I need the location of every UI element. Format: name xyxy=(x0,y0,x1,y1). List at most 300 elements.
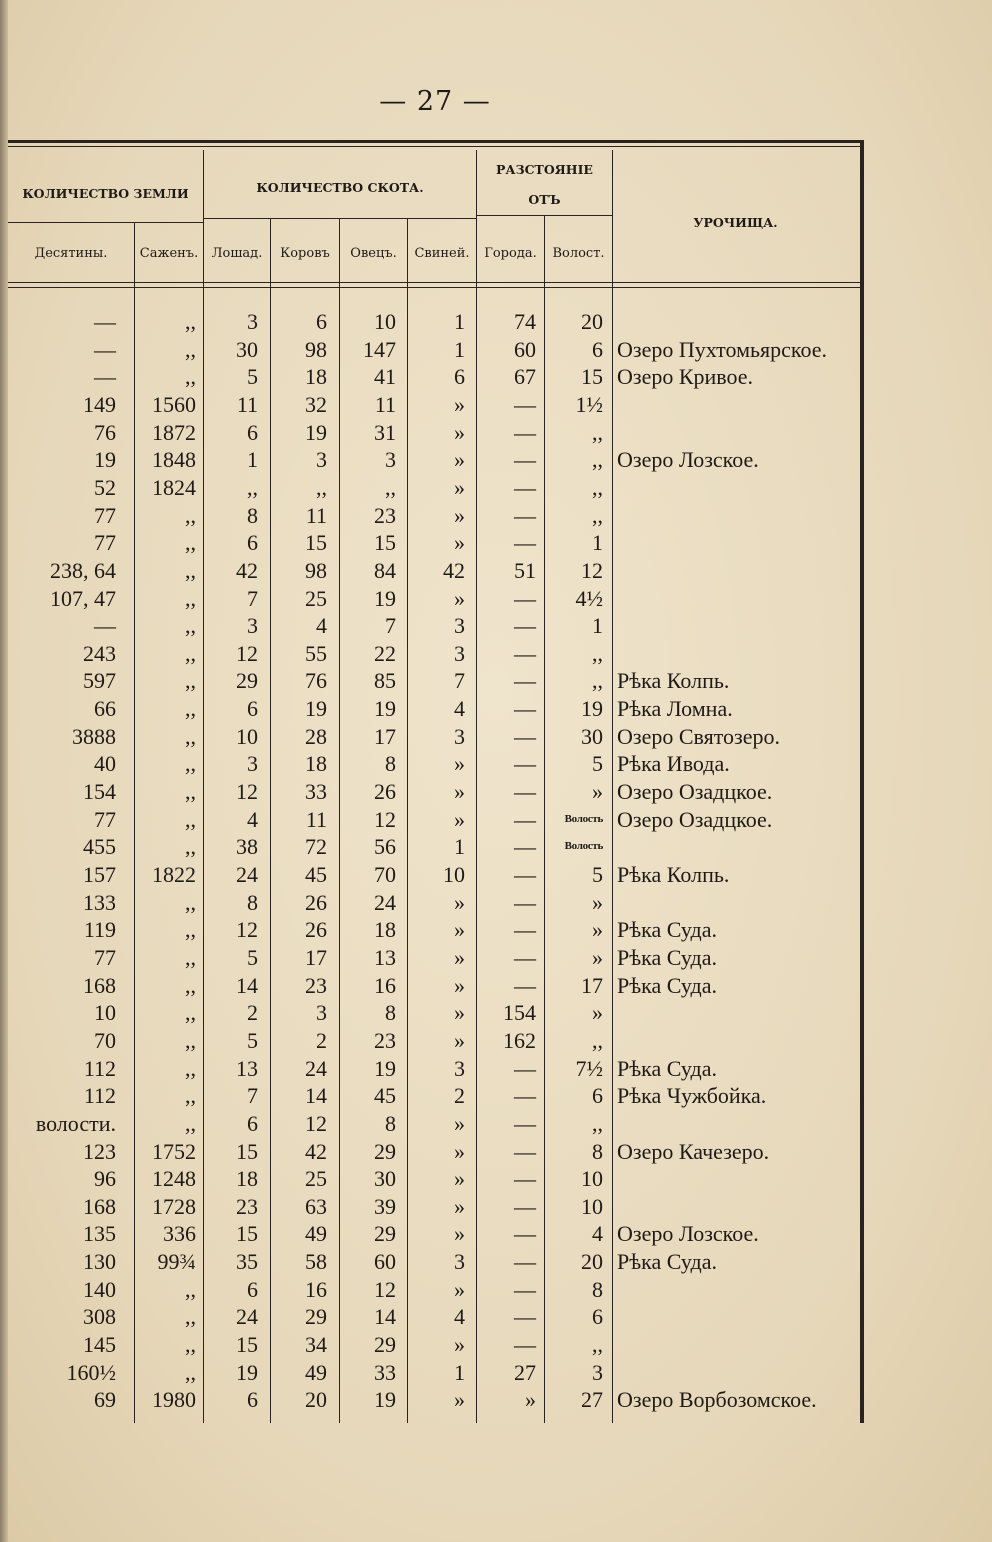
cell-pigs: 10 xyxy=(443,862,465,887)
top-rule-thick xyxy=(8,140,864,143)
cell-town: 162 xyxy=(503,1027,536,1053)
cell-volost: 8 xyxy=(592,1138,603,1164)
table-row xyxy=(8,1331,864,1359)
cell-sheep: 7 xyxy=(385,613,396,639)
cell-horses: 14 xyxy=(236,972,258,998)
cell-cows: 32 xyxy=(305,391,327,417)
cell-sazhen: ,, xyxy=(185,1332,196,1358)
page-number: — 27 — xyxy=(379,86,491,117)
cell-pigs: » xyxy=(454,474,465,500)
cell-desyatiny: 77 xyxy=(94,530,116,556)
cell-place xyxy=(617,1359,867,1387)
cell-pigs: » xyxy=(454,944,465,970)
cell-cows: 19 xyxy=(305,419,327,445)
cell-cows: 2 xyxy=(316,1027,327,1053)
cell-sheep: 3 xyxy=(385,447,396,473)
cell-horses: 10 xyxy=(236,723,258,749)
cell-town: — xyxy=(514,585,536,611)
cell-sheep: 26 xyxy=(374,779,396,805)
cell-sheep: 10 xyxy=(374,309,396,334)
cell-sazhen: ,, xyxy=(185,944,196,970)
cell-place: Озеро Озадцкое. xyxy=(617,779,773,805)
cell-sazhen: ,, xyxy=(185,668,196,694)
cell-horses: 12 xyxy=(236,779,258,805)
cell-town: — xyxy=(514,1083,536,1109)
cell-cows: 16 xyxy=(305,1276,327,1302)
table-row xyxy=(8,972,864,1000)
cell-town: — xyxy=(514,640,536,666)
cell-sazhen: 336 xyxy=(163,1221,196,1247)
cell-sheep: 60 xyxy=(374,1249,396,1275)
cell-cows: 98 xyxy=(305,336,327,362)
cell-cows: 25 xyxy=(305,585,327,611)
cell-place xyxy=(617,391,867,419)
cell-pigs: 6 xyxy=(454,364,465,390)
table-row xyxy=(8,474,864,502)
cell-sheep: 23 xyxy=(374,502,396,528)
cell-volost: 5 xyxy=(592,862,603,887)
cell-horses: 4 xyxy=(247,806,258,832)
cell-sazhen: ,, xyxy=(185,917,196,943)
cell-horses: 5 xyxy=(247,364,258,390)
table-row xyxy=(8,944,864,972)
cell-sheep: 29 xyxy=(374,1221,396,1247)
cell-cows: 28 xyxy=(305,723,327,749)
cell-horses: 6 xyxy=(247,419,258,445)
cell-pigs: » xyxy=(454,972,465,998)
cell-pigs: » xyxy=(454,1221,465,1247)
table-row xyxy=(8,446,864,474)
cell-place: Рѣка Суда. xyxy=(617,1249,717,1275)
table-row xyxy=(8,391,864,419)
cell-volost: 17 xyxy=(581,972,603,998)
cell-pigs: 4 xyxy=(454,1304,465,1330)
cell-pigs: » xyxy=(454,1193,465,1219)
cell-place xyxy=(617,640,867,668)
cell-cows: 4 xyxy=(316,613,327,639)
table-row xyxy=(8,1193,864,1221)
cell-desyatiny: 238, 64 xyxy=(50,557,116,583)
cell-town: — xyxy=(514,696,536,722)
cell-cows: 3 xyxy=(316,1000,327,1026)
cell-pigs: 3 xyxy=(454,613,465,639)
cell-pigs: 7 xyxy=(454,668,465,694)
top-rule-thin xyxy=(8,146,864,147)
cell-desyatiny: 154 xyxy=(83,779,116,805)
cell-cows: 55 xyxy=(305,640,327,666)
cell-place xyxy=(617,612,867,640)
cell-sazhen: 1560 xyxy=(152,391,196,417)
cell-sheep: 17 xyxy=(374,723,396,749)
cell-pigs: » xyxy=(454,1027,465,1053)
cell-sazhen: ,, xyxy=(185,557,196,583)
cell-place xyxy=(617,502,867,530)
cell-place: Озеро Лозское. xyxy=(617,1221,759,1247)
cell-horses: 19 xyxy=(236,1359,258,1385)
cell-place xyxy=(617,529,867,557)
cell-town: — xyxy=(514,613,536,639)
cell-volost: 6 xyxy=(592,1083,603,1109)
cell-town: — xyxy=(514,1193,536,1219)
cell-sazhen: ,, xyxy=(185,585,196,611)
cell-volost: 6 xyxy=(592,1304,603,1330)
cell-desyatiny: 107, 47 xyxy=(50,585,116,611)
header-bottom-rule xyxy=(8,282,864,283)
cell-volost: 1 xyxy=(592,613,603,639)
table-row xyxy=(8,833,864,861)
cell-town: 60 xyxy=(514,336,536,362)
cell-volost: 1½ xyxy=(575,391,603,417)
cell-town: — xyxy=(514,1276,536,1302)
cell-horses: 18 xyxy=(236,1166,258,1192)
cell-desyatiny: 135 xyxy=(83,1221,116,1247)
cell-town: — xyxy=(514,779,536,805)
cell-volost: ,, xyxy=(592,668,603,694)
cell-horses: 15 xyxy=(236,1332,258,1358)
cell-pigs: » xyxy=(454,889,465,915)
header-town: Города. xyxy=(484,246,537,261)
cell-horses: ,, xyxy=(247,474,258,500)
cell-town: — xyxy=(514,474,536,500)
cell-horses: 6 xyxy=(247,1276,258,1302)
cell-cows: 49 xyxy=(305,1221,327,1247)
cell-place xyxy=(617,1276,867,1304)
cell-town: — xyxy=(514,419,536,445)
table-row xyxy=(8,750,864,778)
cell-volost: 10 xyxy=(581,1166,603,1192)
cell-town: — xyxy=(514,530,536,556)
cell-place: Озеро Святозеро. xyxy=(617,723,781,749)
header-volost: Волост. xyxy=(552,246,605,261)
table-row xyxy=(8,1248,864,1276)
cell-horses: 2 xyxy=(247,1000,258,1026)
cell-horses: 8 xyxy=(247,502,258,528)
cell-volost: 15 xyxy=(581,364,603,390)
table-row xyxy=(8,889,864,917)
cell-town: — xyxy=(514,834,536,860)
cell-pigs: » xyxy=(454,1166,465,1192)
cell-volost: 4 xyxy=(592,1221,603,1247)
cell-sheep: 30 xyxy=(374,1166,396,1192)
header-sazhen: Саженъ. xyxy=(139,246,199,261)
cell-desyatiny: 66 xyxy=(94,696,116,722)
cell-sheep: 15 xyxy=(374,530,396,556)
cell-town: — xyxy=(514,1221,536,1247)
cell-place xyxy=(617,889,867,917)
cell-sheep: 16 xyxy=(374,972,396,998)
cell-sazhen: ,, xyxy=(185,889,196,915)
cell-sheep: 41 xyxy=(374,364,396,390)
cell-volost: 1 xyxy=(592,530,603,556)
cell-desyatiny: 119 xyxy=(83,917,116,943)
cell-volost: 20 xyxy=(581,1249,603,1275)
cell-sazhen: ,, xyxy=(185,1027,196,1053)
cell-sazhen: ,, xyxy=(185,834,196,860)
cell-desyatiny: 130 xyxy=(83,1249,116,1275)
cell-place: Озеро Озадцкое. xyxy=(617,806,773,832)
cell-sazhen: ,, xyxy=(185,613,196,639)
cell-sheep: 11 xyxy=(374,391,396,417)
cell-sheep: 19 xyxy=(374,585,396,611)
cell-pigs: » xyxy=(454,1276,465,1302)
cell-cows: 25 xyxy=(305,1166,327,1192)
cell-town: — xyxy=(514,1110,536,1136)
header-place: УРОЧИЩА. xyxy=(693,215,778,230)
cell-cows: 58 xyxy=(305,1249,327,1275)
cell-sazhen: ,, xyxy=(185,972,196,998)
cell-volost: ,, xyxy=(592,640,603,666)
cell-desyatiny: 77 xyxy=(94,944,116,970)
cell-town: — xyxy=(514,502,536,528)
cell-place xyxy=(617,585,867,613)
cell-desyatiny: 308 xyxy=(83,1304,116,1330)
table-row xyxy=(8,695,864,723)
cell-sazhen: ,, xyxy=(185,1083,196,1109)
table-row xyxy=(8,640,864,668)
cell-horses: 29 xyxy=(236,668,258,694)
cell-desyatiny: 145 xyxy=(83,1332,116,1358)
cell-horses: 42 xyxy=(236,557,258,583)
statistics-table xyxy=(8,140,864,1423)
cell-sazhen: ,, xyxy=(185,336,196,362)
cell-cows: 24 xyxy=(305,1055,327,1081)
cell-volost: » xyxy=(592,889,603,915)
cell-cows: 76 xyxy=(305,668,327,694)
cell-pigs: 1 xyxy=(454,309,465,334)
cell-horses: 3 xyxy=(247,751,258,777)
cell-horses: 23 xyxy=(236,1193,258,1219)
table-row xyxy=(8,308,864,336)
cell-sheep: 18 xyxy=(374,917,396,943)
cell-place: Рѣка Ивода. xyxy=(617,751,730,777)
cell-sheep: 45 xyxy=(374,1083,396,1109)
cell-town: — xyxy=(514,1304,536,1330)
cell-sheep: 14 xyxy=(374,1304,396,1330)
cell-town: — xyxy=(514,751,536,777)
cell-cows: 11 xyxy=(305,806,327,832)
cell-town: » xyxy=(525,1387,536,1413)
cell-cows: 18 xyxy=(305,364,327,390)
cell-sheep: 33 xyxy=(374,1359,396,1385)
cell-sheep: 12 xyxy=(374,1276,396,1302)
cell-volost: Волость xyxy=(564,840,603,853)
cell-pigs: » xyxy=(454,751,465,777)
cell-place xyxy=(617,557,867,585)
cell-cows: ,, xyxy=(316,474,327,500)
cell-town: 74 xyxy=(514,309,536,334)
cell-volost: 8 xyxy=(592,1276,603,1302)
header-desyatiny: Десятины. xyxy=(34,246,108,261)
cell-sazhen: ,, xyxy=(185,640,196,666)
cell-place xyxy=(617,1193,867,1221)
cell-sazhen: 1822 xyxy=(152,862,196,887)
cell-horses: 13 xyxy=(236,1055,258,1081)
cell-horses: 3 xyxy=(247,613,258,639)
header-cows: Коровъ xyxy=(280,246,330,261)
cell-desyatiny: 96 xyxy=(94,1166,116,1192)
table-row xyxy=(8,1359,864,1387)
cell-cows: 18 xyxy=(305,751,327,777)
cell-desyatiny: 70 xyxy=(94,1027,116,1053)
cell-pigs: 4 xyxy=(454,696,465,722)
cell-volost: » xyxy=(592,917,603,943)
cell-cows: 63 xyxy=(305,1193,327,1219)
cell-place: Озеро Лозское. xyxy=(617,447,759,473)
cell-pigs: 3 xyxy=(454,1249,465,1275)
book-spine-edge xyxy=(0,0,8,1542)
cell-pigs: 42 xyxy=(443,557,465,583)
cell-cows: 34 xyxy=(305,1332,327,1358)
cell-sheep: 85 xyxy=(374,668,396,694)
cell-place: Озеро Качезеро. xyxy=(617,1138,770,1164)
cell-desyatiny: 149 xyxy=(83,391,116,417)
table-row xyxy=(8,363,864,391)
cell-sheep: 23 xyxy=(374,1027,396,1053)
table-row xyxy=(8,999,864,1027)
cell-volost: ,, xyxy=(592,474,603,500)
cell-horses: 3 xyxy=(247,309,258,334)
cell-cows: 23 xyxy=(305,972,327,998)
cell-volost: ,, xyxy=(592,1027,603,1053)
cell-volost: 30 xyxy=(581,723,603,749)
header-land-group: КОЛИЧЕСТВО ЗЕМЛИ xyxy=(22,186,189,201)
table-row xyxy=(8,612,864,640)
cell-sheep: ,, xyxy=(385,474,396,500)
cell-cows: 26 xyxy=(305,917,327,943)
cell-sheep: 29 xyxy=(374,1332,396,1358)
cell-volost: Волость xyxy=(564,812,603,825)
table-row xyxy=(8,336,864,364)
cell-volost: 6 xyxy=(592,336,603,362)
cell-desyatiny: 133 xyxy=(83,889,116,915)
cell-volost: 20 xyxy=(581,309,603,334)
cell-sheep: 22 xyxy=(374,640,396,666)
cell-volost: ,, xyxy=(592,1110,603,1136)
cell-pigs: » xyxy=(454,779,465,805)
cell-town: 154 xyxy=(503,1000,536,1026)
cell-sazhen: ,, xyxy=(185,1359,196,1385)
header-distance-line2: ОТЪ xyxy=(528,192,561,207)
cell-desyatiny: — xyxy=(94,364,116,390)
cell-desyatiny: 69 xyxy=(94,1387,116,1413)
cell-sazhen: ,, xyxy=(185,364,196,390)
cell-town: — xyxy=(514,1249,536,1275)
cell-volost: ,, xyxy=(592,447,603,473)
header-sheep: Овецъ. xyxy=(350,246,397,261)
cell-volost: ,, xyxy=(592,419,603,445)
cell-desyatiny: 112 xyxy=(83,1055,116,1081)
table-row xyxy=(8,419,864,447)
cell-sheep: 31 xyxy=(374,419,396,445)
cell-desyatiny: 3888 xyxy=(72,723,116,749)
cell-desyatiny: — xyxy=(94,613,116,639)
cell-sheep: 84 xyxy=(374,557,396,583)
cell-desyatiny: 40 xyxy=(94,751,116,777)
cell-pigs: » xyxy=(454,585,465,611)
cell-sazhen: ,, xyxy=(185,751,196,777)
table-row xyxy=(8,1303,864,1331)
header-livestock-group: КОЛИЧЕСТВО СКОТА. xyxy=(256,180,424,195)
cell-desyatiny: 52 xyxy=(94,474,116,500)
cell-place xyxy=(617,999,867,1027)
table-row xyxy=(8,723,864,751)
cell-town: — xyxy=(514,447,536,473)
cell-sazhen: 1872 xyxy=(152,419,196,445)
table-row xyxy=(8,778,864,806)
table-row xyxy=(8,1386,864,1414)
cell-cows: 72 xyxy=(305,834,327,860)
cell-desyatiny: 19 xyxy=(94,447,116,473)
cell-place: Рѣка Суда. xyxy=(617,972,717,998)
cell-horses: 15 xyxy=(236,1138,258,1164)
cell-pigs: » xyxy=(454,1000,465,1026)
cell-desyatiny: 243 xyxy=(83,640,116,666)
cell-pigs: » xyxy=(454,530,465,556)
cell-volost: ,, xyxy=(592,502,603,528)
cell-horses: 12 xyxy=(236,917,258,943)
cell-town: — xyxy=(514,391,536,417)
cell-cows: 19 xyxy=(305,696,327,722)
cell-volost: 7½ xyxy=(575,1055,603,1081)
cell-pigs: 3 xyxy=(454,723,465,749)
cell-horses: 35 xyxy=(236,1249,258,1275)
cell-volost: ,, xyxy=(592,1332,603,1358)
cell-desyatiny: 77 xyxy=(94,502,116,528)
cell-pigs: » xyxy=(454,1387,465,1413)
cell-volost: 4½ xyxy=(575,585,603,611)
cell-horses: 15 xyxy=(236,1221,258,1247)
cell-sheep: 70 xyxy=(374,862,396,887)
cell-place: Рѣка Чужбойка. xyxy=(617,1083,767,1109)
cell-pigs: » xyxy=(454,391,465,417)
cell-horses: 24 xyxy=(236,862,258,887)
cell-pigs: 1 xyxy=(454,336,465,362)
cell-cows: 3 xyxy=(316,447,327,473)
cell-town: — xyxy=(514,1138,536,1164)
livestock-group-rule xyxy=(204,218,476,219)
cell-sheep: 12 xyxy=(374,806,396,832)
cell-pigs: » xyxy=(454,1138,465,1164)
cell-pigs: » xyxy=(454,1110,465,1136)
cell-place xyxy=(617,833,867,861)
cell-desyatiny: 168 xyxy=(83,1193,116,1219)
table-row xyxy=(8,1165,864,1193)
cell-cows: 14 xyxy=(305,1083,327,1109)
cell-volost: » xyxy=(592,1000,603,1026)
header-distance-line1: РАЗСТОЯНІЕ xyxy=(496,162,593,177)
cell-desyatiny: 160½ xyxy=(66,1359,116,1385)
cell-town: — xyxy=(514,1332,536,1358)
cell-sazhen: ,, xyxy=(185,309,196,334)
cell-cows: 49 xyxy=(305,1359,327,1385)
cell-cows: 29 xyxy=(305,1304,327,1330)
cell-volost: » xyxy=(592,944,603,970)
cell-place: Озеро Пухтомьярское. xyxy=(617,336,828,362)
cell-pigs: » xyxy=(454,806,465,832)
cell-volost: 12 xyxy=(581,557,603,583)
cell-place: Рѣка Ломна. xyxy=(617,696,733,722)
cell-pigs: 1 xyxy=(454,1359,465,1385)
cell-horses: 5 xyxy=(247,944,258,970)
cell-sazhen: ,, xyxy=(185,502,196,528)
cell-pigs: 3 xyxy=(454,640,465,666)
cell-cows: 6 xyxy=(316,309,327,334)
cell-town: — xyxy=(514,889,536,915)
cell-horses: 8 xyxy=(247,889,258,915)
cell-desyatiny: 123 xyxy=(83,1138,116,1164)
cell-sazhen: ,, xyxy=(185,1304,196,1330)
cell-cows: 33 xyxy=(305,779,327,805)
